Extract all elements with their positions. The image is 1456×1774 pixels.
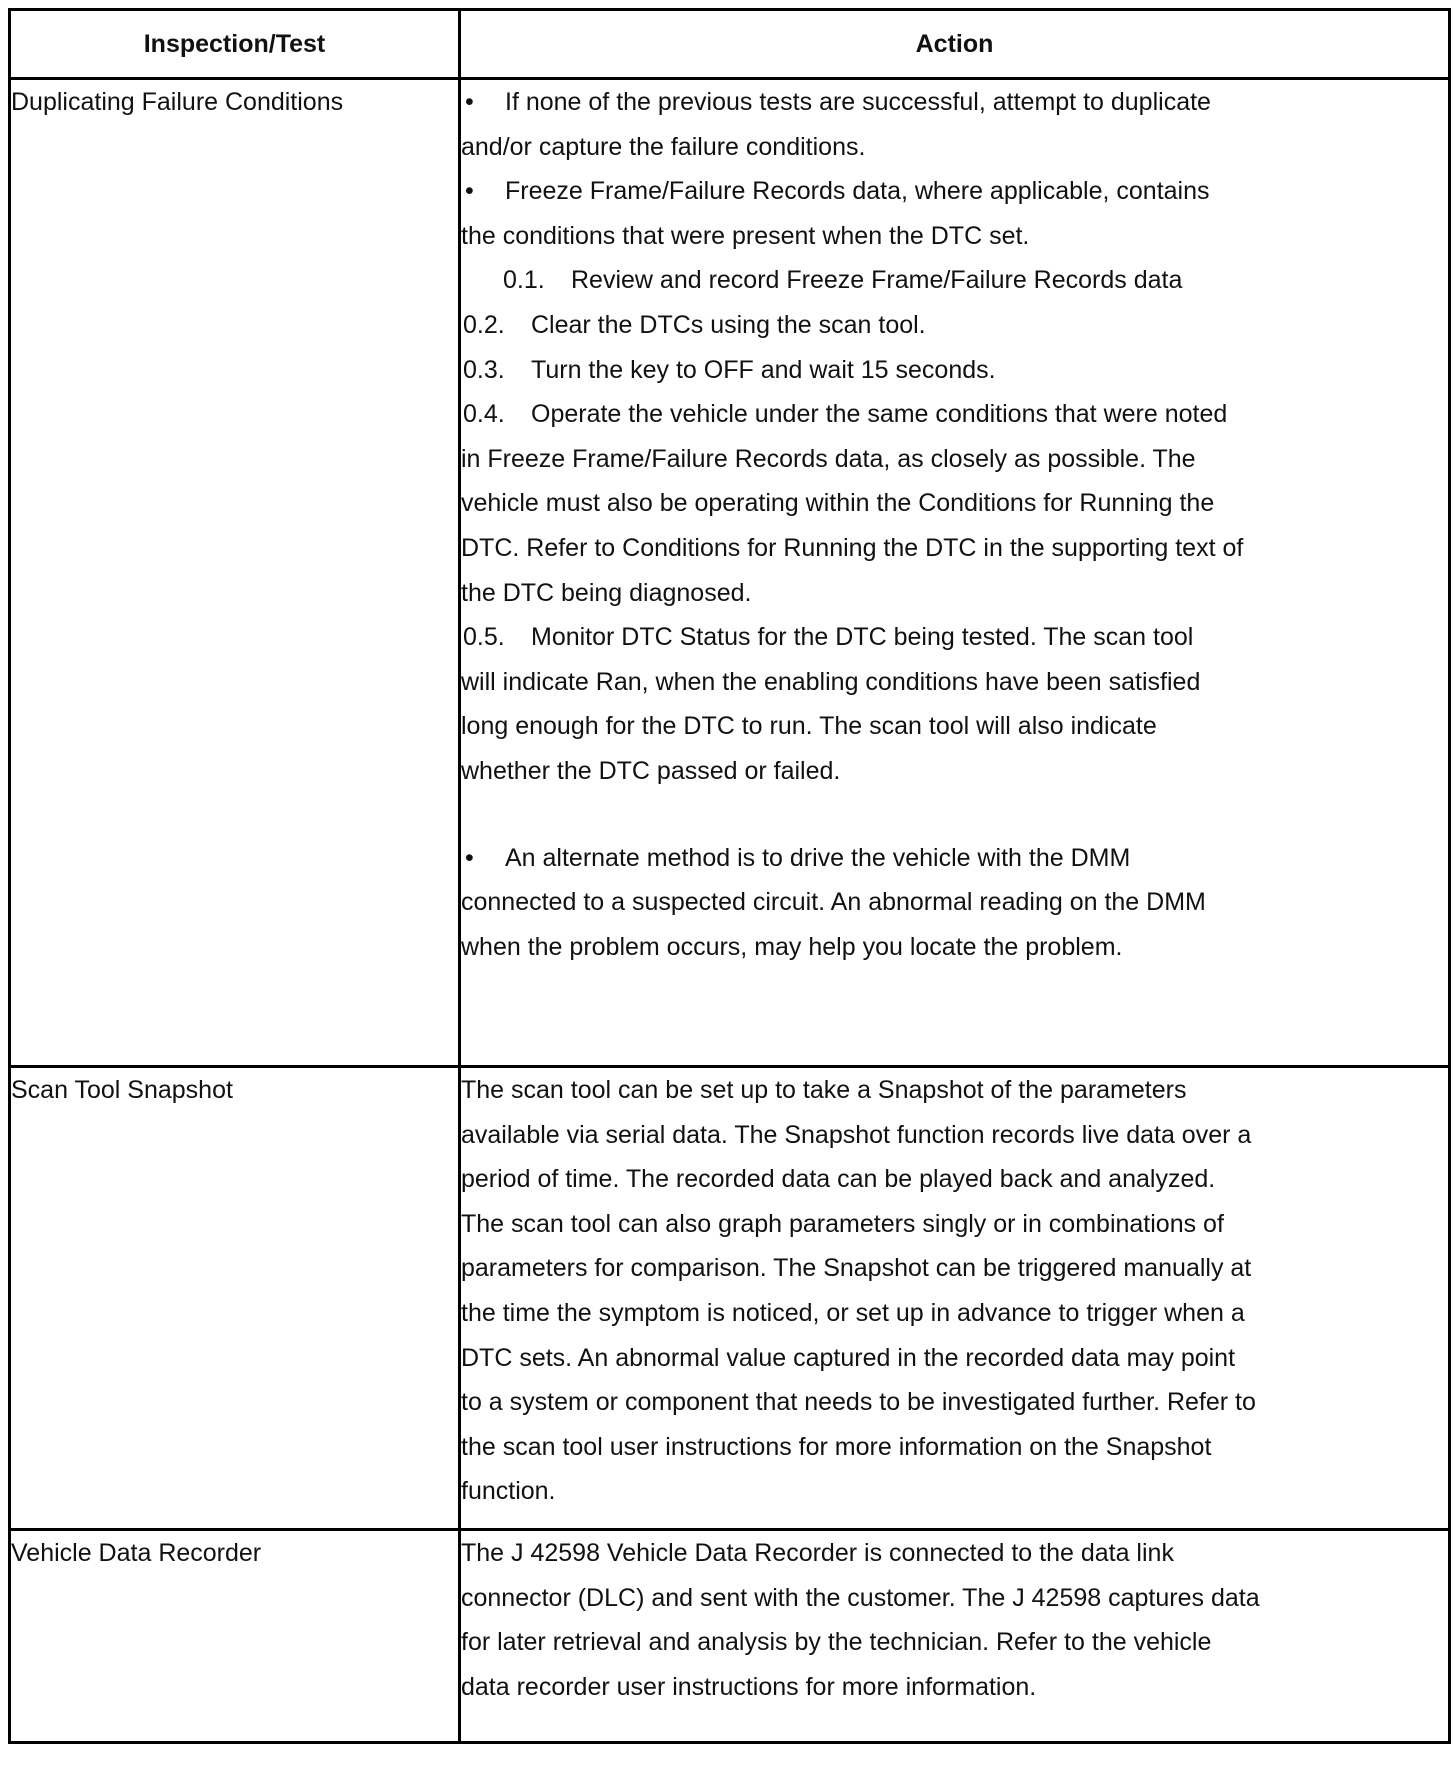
step-text-cont: long enough for the DTC to run. The scan tool will also indicate <box>461 712 1157 741</box>
action-line: The scan tool can also graph parameters singly or in combinations of <box>461 1209 1224 1238</box>
step-text: Monitor DTC Status for the DTC being tested. The scan tool <box>531 623 1194 652</box>
bullet-text-cont: when the problem occurs, may help you locate the problem. <box>461 932 1123 961</box>
bullet-item <box>461 836 1448 881</box>
bullet-icon: • <box>465 843 474 872</box>
test-name: Vehicle Data Recorder <box>11 1539 262 1567</box>
bullet-text: If none of the previous tests are successful, attempt to duplicate <box>505 88 1211 116</box>
bullet-text: Freeze Frame/Failure Records data, where applicable, contains <box>505 177 1210 206</box>
action-cell <box>460 1067 1450 1530</box>
step-number: 0.2. <box>463 310 505 339</box>
step-text-cont: will indicate Ran, when the enabling conditions have been satisfied <box>461 667 1201 696</box>
inspection-table <box>8 8 1451 1744</box>
action-line: the scan tool user instructions for more information on the Snapshot <box>461 1432 1212 1461</box>
step-item <box>461 615 1448 660</box>
test-name-cell <box>10 1530 460 1743</box>
step-text: Turn the key to OFF and wait 15 seconds. <box>531 355 996 384</box>
action-line: DTC sets. An abnormal value captured in the recorded data may point <box>461 1343 1236 1372</box>
bullet-text-cont: and/or capture the failure conditions. <box>461 132 866 161</box>
step-text-cont: in Freeze Frame/Failure Records data, as closely as possible. The <box>461 444 1196 473</box>
step-item <box>461 258 1448 303</box>
step-number: 0.5. <box>463 623 505 652</box>
action-line: parameters for comparison. The Snapshot can be triggered manually at <box>461 1254 1252 1283</box>
action-line: the time the symptom is noticed, or set up in advance to trigger when a <box>461 1298 1245 1327</box>
bullet-text: An alternate method is to drive the vehicle with the DMM <box>505 843 1131 872</box>
spacer <box>461 794 1448 836</box>
action-line: to a system or component that needs to be investigated further. Refer to <box>461 1388 1256 1417</box>
step-text: Operate the vehicle under the same conditions that were noted <box>531 400 1228 429</box>
action-line: available via serial data. The Snapshot function records live data over a <box>461 1120 1252 1149</box>
action-line: data recorder user instructions for more information. <box>461 1672 1037 1701</box>
table-header-row <box>10 10 1450 79</box>
action-cell <box>460 79 1450 1067</box>
bullet-text-cont: the conditions that were present when the DTC set. <box>461 221 1030 250</box>
step-text-cont: the DTC being diagnosed. <box>461 578 752 607</box>
step-text: Review and record Freeze Frame/Failure Records data <box>571 266 1183 295</box>
step-text-cont: vehicle must also be operating within the Conditions for Running the <box>461 489 1215 518</box>
step-text-cont: whether the DTC passed or failed. <box>461 756 841 785</box>
bullet-item <box>461 169 1448 214</box>
table-row <box>10 1067 1450 1530</box>
bullet-icon: • <box>465 88 474 116</box>
step-number: 0.4. <box>463 400 505 429</box>
table-row <box>10 79 1450 1067</box>
action-line: period of time. The recorded data can be played back and analyzed. <box>461 1165 1216 1194</box>
test-name: Duplicating Failure Conditions <box>11 88 344 116</box>
step-item <box>461 348 1448 393</box>
test-name-cell <box>10 1067 460 1530</box>
action-line: connector (DLC) and sent with the customer. The J 42598 captures data <box>461 1583 1260 1612</box>
test-name-cell <box>10 79 460 1067</box>
table-row <box>10 1530 1450 1743</box>
test-name: Scan Tool Snapshot <box>11 1076 233 1104</box>
header-inspection-test: Inspection/Test <box>10 10 460 79</box>
action-line: function. <box>461 1477 556 1506</box>
bullet-icon: • <box>465 177 474 206</box>
step-text-cont: DTC. Refer to Conditions for Running the DTC in the supporting text of <box>461 533 1244 562</box>
step-number: 0.3. <box>463 355 505 384</box>
step-item <box>461 392 1448 437</box>
header-action: Action <box>460 10 1450 79</box>
step-number: 0.1. <box>503 266 545 295</box>
bullet-item <box>461 80 1448 125</box>
action-line: The J 42598 Vehicle Data Recorder is connected to the data link <box>461 1539 1174 1567</box>
action-cell <box>460 1530 1450 1743</box>
action-line: for later retrieval and analysis by the technician. Refer to the vehicle <box>461 1628 1212 1657</box>
step-text: Clear the DTCs using the scan tool. <box>531 310 926 339</box>
bullet-text-cont: connected to a suspected circuit. An abnormal reading on the DMM <box>461 888 1206 917</box>
action-line: The scan tool can be set up to take a Snapshot of the parameters <box>461 1076 1187 1104</box>
step-item <box>461 303 1448 348</box>
